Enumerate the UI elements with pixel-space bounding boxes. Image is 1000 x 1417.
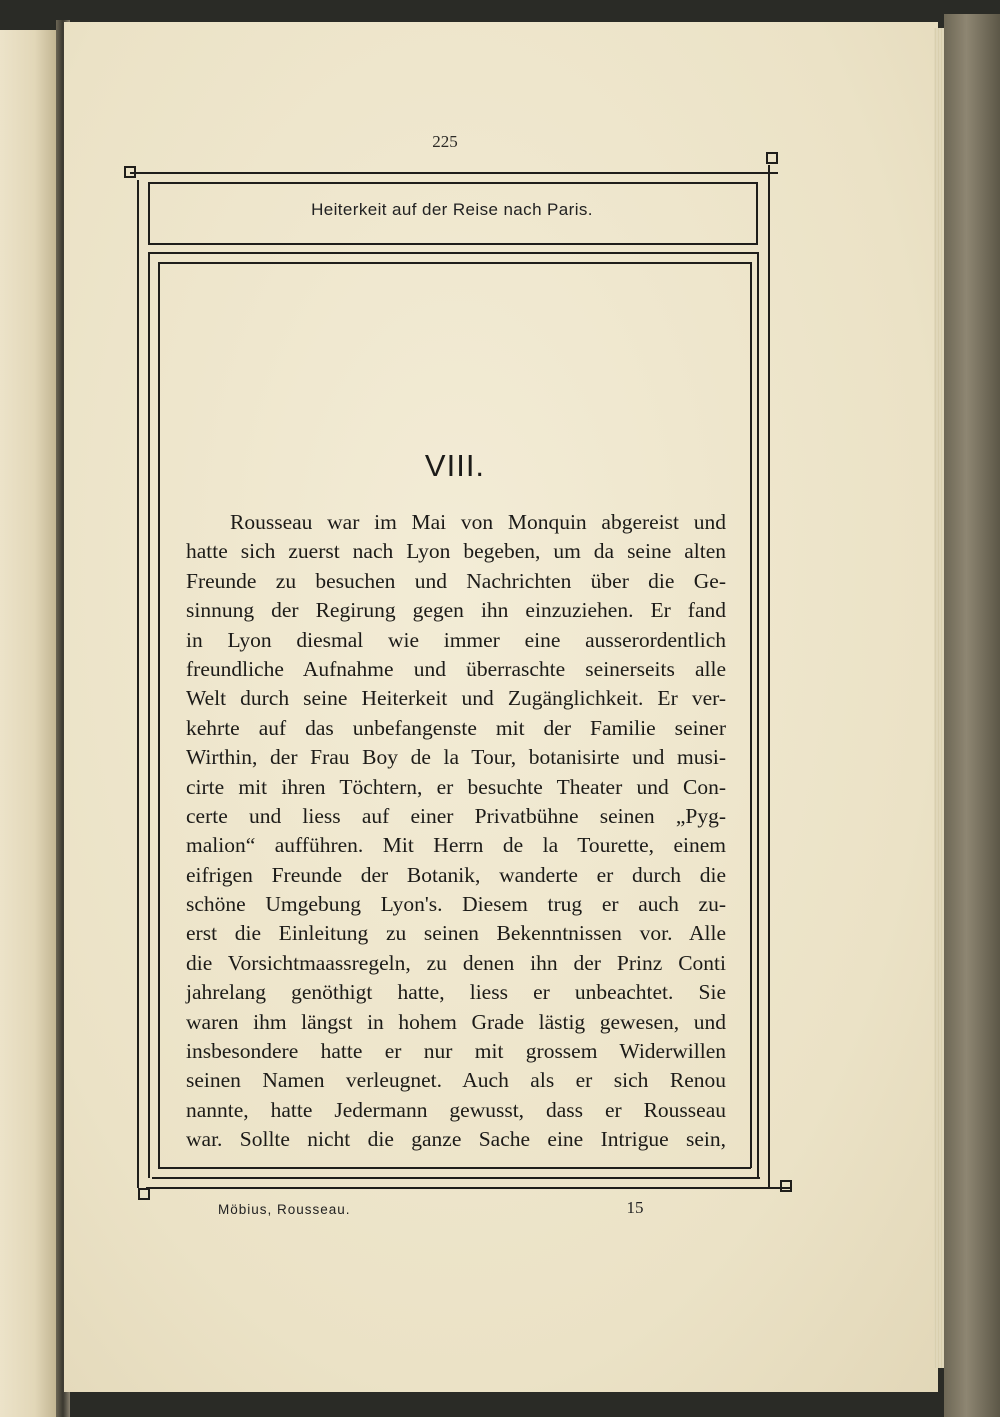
header-box-bottom	[148, 243, 758, 245]
frame-corner-top-left	[124, 166, 136, 178]
text-box-inner-right	[750, 262, 752, 1168]
text-line: cirte mit ihren Töchtern, er besuchte Theater und Con-	[186, 774, 726, 799]
text-line: erst die Einleitung zu seinen Bekenntnissen vor. Alle	[186, 921, 726, 946]
frame-bottom-line	[146, 1187, 790, 1189]
text-line: die Vorsichtmaassregeln, zu denen ihn der Prinz Conti	[186, 950, 726, 975]
text-line: kehrte auf das unbefangenste mit der Familie seiner	[186, 715, 726, 740]
frame-top-line	[130, 172, 778, 174]
text-box-inner-top	[158, 262, 751, 264]
text-box-inner-left	[158, 262, 160, 1168]
text-line: hatte sich zuerst nach Lyon begeben, um da seine alten	[186, 539, 726, 564]
text-line: Wirthin, der Frau Boy de la Tour, botanisirte und musi-	[186, 745, 726, 770]
text-line: Rousseau war im Mai von Monquin abgereist und	[230, 510, 726, 534]
facing-page-edge	[0, 30, 58, 1417]
text-box-inner-bottom	[158, 1167, 751, 1169]
header-box-right	[756, 182, 758, 244]
text-line: schöne Umgebung Lyon's. Diesem trug er auch zu-	[186, 892, 726, 917]
text-box-left	[148, 252, 150, 1178]
text-line: eifrigen Freunde der Botanik, wanderte er durch die	[186, 862, 726, 887]
header-box-top	[148, 182, 758, 184]
text-box-bottom	[152, 1177, 760, 1179]
text-line: in Lyon diesmal wie immer eine ausserordentlich	[186, 627, 726, 652]
text-line: seinen Namen verleugnet. Auch als er sich Renou	[186, 1068, 726, 1093]
text-box-top	[148, 252, 758, 254]
text-line: waren ihm längst in hohem Grade lästig gewesen, und	[186, 1009, 726, 1034]
text-line: sinnung der Regirung gegen ihn einzuziehen. Er fand	[186, 598, 726, 623]
text-line: insbesondere hatte er nur mit grossem Widerwillen	[186, 1039, 726, 1064]
chapter-heading: VIII.	[424, 448, 486, 483]
text-box-right	[757, 252, 759, 1178]
footer-sheet-number: 15	[626, 1198, 644, 1217]
frame-right-line	[768, 165, 770, 1187]
footer-signature: Möbius, Rousseau.	[218, 1202, 351, 1217]
frame-corner-top-right	[766, 152, 778, 164]
frame-corner-bottom-left	[138, 1188, 150, 1200]
book-cover-edge	[944, 14, 1000, 1417]
frame-corner-bottom-right	[780, 1180, 792, 1192]
text-line: malion“ aufführen. Mit Herrn de la Tourette, einem	[186, 833, 726, 858]
body-text	[186, 508, 726, 1155]
running-header: Heiterkeit auf der Reise nach Paris.	[311, 200, 593, 219]
frame-left-line	[137, 180, 139, 1188]
text-line: nannte, hatte Jedermann gewusst, dass er Rousseau	[186, 1097, 726, 1122]
text-line: jahrelang genöthigt hatte, liess er unbeachtet. Sie	[186, 980, 726, 1005]
text-line: freundliche Aufnahme und überraschte seinerseits alle	[186, 656, 726, 681]
text-line: war. Sollte nicht die ganze Sache eine Intrigue sein,	[186, 1127, 726, 1152]
page-number: 225	[432, 132, 458, 151]
text-line: certe und liess auf einer Privatbühne seinen „Pyg-	[186, 803, 726, 828]
text-line: Welt durch seine Heiterkeit und Zugänglichkeit. Er ver-	[186, 686, 726, 711]
text-line: Freunde zu besuchen und Nachrichten über die Ge-	[186, 568, 726, 593]
